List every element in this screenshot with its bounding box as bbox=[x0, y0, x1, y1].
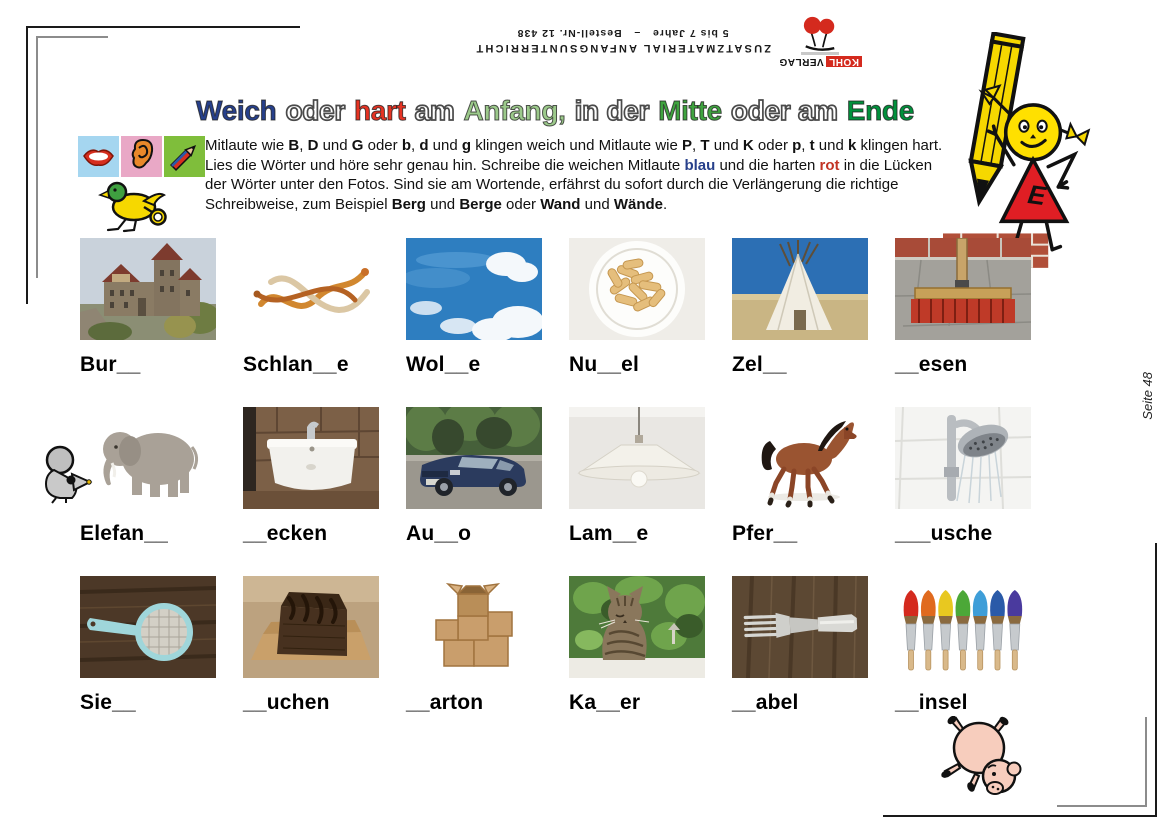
title-word: oder am bbox=[730, 95, 838, 126]
photo-sink bbox=[243, 407, 379, 509]
mouse-character bbox=[38, 440, 94, 504]
photo-car bbox=[406, 407, 542, 509]
photo-broom bbox=[895, 238, 1031, 340]
word-label: __uchen bbox=[243, 691, 330, 714]
word-card bbox=[732, 407, 868, 548]
title-word: Ende bbox=[846, 95, 914, 126]
title-word: Anfang, bbox=[463, 95, 566, 126]
photo-brushes bbox=[895, 576, 1031, 678]
title-word: in der bbox=[574, 95, 650, 126]
title-word: Mitte bbox=[658, 95, 722, 126]
photo-horse bbox=[732, 407, 868, 509]
pencil-icon bbox=[164, 136, 205, 177]
photo-sieve bbox=[80, 576, 216, 678]
word-card bbox=[243, 576, 379, 717]
title-word: am bbox=[414, 95, 455, 126]
photo-boxes bbox=[406, 576, 542, 678]
word-card bbox=[406, 576, 542, 717]
title-word: oder bbox=[285, 95, 345, 126]
photo-lamp bbox=[569, 407, 705, 509]
tumbling-pig-character bbox=[932, 716, 1034, 808]
photo-cake bbox=[243, 576, 379, 678]
photo-clouds bbox=[406, 238, 542, 340]
magnifying-bird-icon bbox=[98, 177, 180, 235]
photo-castle bbox=[80, 238, 216, 340]
word-card bbox=[569, 576, 705, 717]
word-card bbox=[80, 238, 216, 379]
photo-snakes bbox=[243, 238, 379, 340]
word-label: Schlan__e bbox=[243, 353, 349, 376]
word-card bbox=[80, 576, 216, 717]
publisher-logo bbox=[779, 15, 862, 68]
word-label: __arton bbox=[406, 691, 484, 714]
page-number: Seite 48 bbox=[1140, 372, 1155, 420]
header-text bbox=[474, 28, 771, 55]
publisher-logo-subline bbox=[802, 53, 840, 56]
svg-text:E: E bbox=[1026, 178, 1048, 212]
word-label: Elefan__ bbox=[80, 522, 168, 545]
photo-tent bbox=[732, 238, 868, 340]
word-label: ___usche bbox=[895, 522, 993, 545]
publisher-logo-verlag: VERLAG bbox=[778, 56, 824, 68]
page-title bbox=[196, 95, 966, 127]
publisher-logo-kohl: KOHL bbox=[826, 57, 862, 68]
word-card bbox=[895, 407, 1031, 548]
word-label: Pfer__ bbox=[732, 522, 798, 545]
instructions-text: Mitlaute wie B, D und G oder b, d und g klingen weich und Mitlaute wie P, T und K oder p, t und k klingen hart. Lies die Wörter und höre sehr genau hin. Schreibe die weichen Mitlaute blau und die harten rot in die Lücken der Wörter unter den Fotos. Sind sie am Wortende, erfährst du sofort durch die Verlängerung die richtige Schreibweise, zum Beispiel Berg und Berge oder Wand und Wände. bbox=[205, 137, 943, 213]
word-label: Au__o bbox=[406, 522, 472, 545]
word-card bbox=[569, 238, 705, 379]
word-label: Wol__e bbox=[406, 353, 481, 376]
word-label: Zel__ bbox=[732, 353, 787, 376]
word-label: __abel bbox=[732, 691, 799, 714]
word-label: __ecken bbox=[243, 522, 328, 545]
word-card bbox=[406, 238, 542, 379]
word-card bbox=[406, 407, 542, 548]
ear-icon bbox=[121, 136, 162, 177]
word-card bbox=[732, 576, 868, 717]
photo-elephant bbox=[80, 407, 216, 509]
photo-cat bbox=[569, 576, 705, 678]
word-card bbox=[895, 576, 1031, 717]
word-label: Lam__e bbox=[569, 522, 649, 545]
word-label: __esen bbox=[895, 353, 968, 376]
publisher-header bbox=[474, 12, 862, 70]
mouth-icon bbox=[78, 136, 119, 177]
word-card bbox=[243, 238, 379, 379]
word-label: Ka__er bbox=[569, 691, 641, 714]
photo-fork bbox=[732, 576, 868, 678]
title-word: Weich bbox=[196, 95, 277, 126]
word-label: Nu__el bbox=[569, 353, 640, 376]
cherries-icon bbox=[804, 15, 838, 53]
title-word: hart bbox=[353, 95, 406, 126]
header-series-title: ZUSATZMATERIAL ANFANGSUNTERRICHT bbox=[474, 42, 771, 55]
word-label: __insel bbox=[895, 691, 968, 714]
word-card bbox=[895, 238, 1031, 379]
word-card bbox=[243, 407, 379, 548]
word-card bbox=[80, 407, 216, 548]
instruction-icon-row bbox=[78, 136, 205, 177]
corner-mark-bottom-right-inner bbox=[1057, 717, 1147, 807]
word-card bbox=[732, 238, 868, 379]
photo-shower bbox=[895, 407, 1031, 509]
word-label: Bur__ bbox=[80, 353, 141, 376]
photo-grid bbox=[80, 238, 1031, 717]
word-card bbox=[569, 407, 705, 548]
pencil-girl-character bbox=[943, 32, 1115, 272]
header-age-order-number: 5 bis 7 Jahre – Bestell-Nr. 12 438 bbox=[516, 27, 729, 40]
word-label: Sie__ bbox=[80, 691, 136, 714]
photo-noodles bbox=[569, 238, 705, 340]
